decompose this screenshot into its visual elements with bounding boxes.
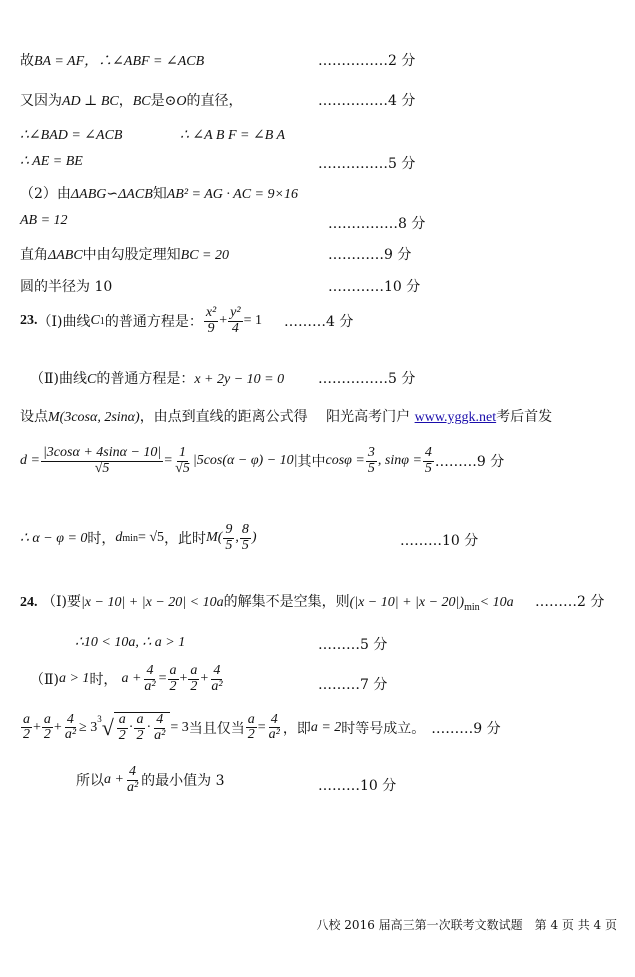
numerator: 4 [66, 711, 74, 727]
text: 设点 [20, 409, 48, 425]
line-2 [20, 90, 242, 110]
math: a = 2 [310, 719, 342, 735]
numerator: a [169, 663, 177, 678]
denominator: 5 [225, 537, 233, 553]
text: 当且仅当 [188, 720, 245, 737]
fraction [41, 446, 163, 476]
math: + [33, 719, 41, 735]
math: d [115, 530, 123, 546]
score: ………4 分 [284, 314, 354, 331]
math: M(3cosα, 2sinα) [48, 410, 140, 425]
watermark-text: 阳光高考门户 [326, 409, 411, 425]
math: (|x − 10| + |x − 20|) [349, 595, 465, 610]
fraction [173, 446, 192, 476]
denominator: a² [154, 727, 166, 743]
text: 的解集不是空集，则 [223, 594, 350, 610]
math: AD ⊥ BC [62, 94, 119, 109]
fraction [134, 713, 145, 743]
fraction [209, 664, 224, 694]
math: min [122, 532, 138, 544]
page-footer: 八校 2016 届高三第一次联考文数试题 第 4 页 共 4 页 [316, 918, 617, 932]
math: a > 1 [58, 671, 90, 687]
score: ………9 分 [431, 720, 501, 737]
score-9: …………9 分 [328, 247, 412, 263]
denominator: 5 [367, 460, 375, 476]
math: · [146, 720, 152, 736]
denominator: a² [144, 678, 156, 694]
q24-final [76, 765, 225, 795]
denominator: 2 [43, 727, 51, 743]
math: a + [104, 772, 124, 788]
math: BA = AF [34, 54, 85, 69]
text: （2）由 [20, 186, 71, 202]
text: （Ⅰ)要 [41, 594, 81, 610]
math: O [176, 94, 187, 109]
numerator: 4 [146, 663, 154, 678]
q24-part1 [20, 591, 514, 613]
numerator: a [190, 663, 198, 678]
math: , sinφ = [377, 453, 422, 469]
math: cosφ = [325, 453, 365, 469]
math: ，∴∠ABF = ∠ACB [84, 54, 205, 69]
numerator: 1 [179, 445, 186, 460]
numerator: 9 [225, 522, 233, 537]
score: ………7 分 [318, 677, 388, 693]
score-10: …………10 分 [328, 279, 421, 295]
text: 是⊙ [150, 93, 177, 109]
denominator: 2 [136, 727, 144, 743]
fraction [117, 713, 128, 743]
text: 的普通方程是： [104, 314, 203, 331]
q24-part2 [30, 664, 226, 694]
text: （Ⅱ)曲线 [30, 371, 87, 387]
math: min [464, 601, 480, 613]
sqrt-body [114, 712, 171, 743]
text: 直角 [20, 247, 48, 263]
math: = [257, 719, 266, 735]
math: AB² = AG · AC = 9×16 [166, 187, 298, 202]
score-8: ……………8 分 [328, 216, 426, 232]
q24-line2: ∴10 < 10a, ∴ a > 1 [75, 635, 186, 650]
math: C [86, 372, 97, 387]
math: ∴ α − φ = 0 [20, 530, 88, 546]
fraction [42, 713, 53, 743]
line-3b: ∴ ∠A B F = ∠B A [180, 128, 286, 143]
line-6: AB = 12 [20, 213, 68, 228]
line-3a: ∴∠BAD = ∠ACB [20, 128, 123, 143]
fraction [223, 523, 234, 553]
score: ………2 分 [535, 594, 605, 610]
text: 的直径， [186, 93, 243, 109]
numerator: |3cosα + 4sinα − 10| [42, 445, 162, 460]
math: + [200, 671, 209, 687]
math: 3 [97, 714, 102, 724]
score: ………10 分 [318, 778, 397, 794]
line-1 [20, 50, 204, 70]
numerator: a [247, 711, 255, 727]
score-5: ……………5 分 [318, 156, 416, 172]
fraction [188, 664, 199, 694]
math: ≥ 3 [79, 719, 98, 735]
fraction [125, 765, 140, 795]
text: 其中 [297, 454, 326, 471]
fraction [204, 306, 218, 336]
score-4: ……………4 分 [318, 93, 416, 109]
denominator: 4 [231, 320, 239, 336]
text: （Ⅱ) [30, 672, 59, 689]
math: · [128, 720, 134, 736]
numerator: 4 [270, 711, 278, 727]
fraction [63, 713, 78, 743]
numerator: a [43, 711, 51, 727]
text: 中由勾股定理知 [82, 247, 181, 263]
denominator: 5 [241, 537, 249, 553]
numerator: 4 [424, 445, 432, 460]
watermark-text: 考后首发 [496, 409, 553, 425]
math: C [90, 313, 100, 329]
text: 时， [87, 531, 116, 548]
text: ， [118, 93, 133, 109]
fraction [246, 713, 257, 743]
numerator: x² [205, 305, 217, 320]
text: （Ⅰ)曲线 [37, 314, 91, 331]
line-7 [20, 244, 229, 264]
math: x + 2y − 10 = 0 [194, 372, 285, 387]
score-2: ……………2 分 [318, 53, 416, 69]
denominator: 2 [118, 727, 126, 743]
numerator: 4 [213, 663, 221, 678]
fraction [168, 664, 179, 694]
text: 又因为 [20, 93, 62, 109]
text: 时等号成立。 [341, 720, 426, 737]
score: ………10 分 [400, 533, 479, 549]
watermark-link[interactable]: www.yggk.net [414, 410, 497, 425]
text: 故 [20, 53, 34, 69]
numerator: y² [230, 305, 241, 320]
denominator: √5 [175, 460, 190, 476]
q24-amgm [20, 712, 501, 743]
denominator: a² [126, 779, 139, 795]
text: ，此时 [164, 531, 207, 548]
line-4: ∴ AE = BE [20, 154, 83, 169]
text: 的普通方程是： [96, 371, 195, 387]
math: |x − 10| + |x − 20| < 10a [80, 595, 224, 610]
text: 知 [152, 186, 167, 202]
fraction [21, 713, 32, 743]
math: ) [251, 530, 257, 546]
text: ，即 [282, 720, 311, 737]
math: = 1 [243, 313, 262, 329]
numerator: 3 [367, 445, 375, 460]
math: |5cos(α − φ) − 10| [192, 453, 298, 469]
math: , [235, 530, 239, 546]
q23-min [20, 523, 257, 553]
text: 所以 [76, 773, 104, 790]
denominator: 2 [247, 727, 255, 743]
math: = √5 [137, 530, 165, 546]
denominator: 2 [169, 678, 177, 694]
score: ………9 分 [434, 454, 505, 471]
math: + [219, 313, 228, 329]
sqrt-sign: √ [101, 714, 114, 740]
fraction [152, 713, 167, 743]
fraction [366, 446, 377, 476]
math: = 3 [170, 719, 189, 735]
fraction [267, 713, 282, 743]
denominator: 9 [207, 320, 215, 336]
denominator: 5 [424, 460, 432, 476]
numerator: 4 [156, 712, 164, 727]
score: ……………5 分 [318, 371, 416, 387]
numerator: a [136, 712, 144, 727]
text: 的最小值为 3 [141, 773, 225, 790]
line-8: 圆的半径为 10 [20, 279, 113, 295]
numerator: 4 [129, 764, 137, 779]
math: + [53, 719, 62, 735]
numerator: 8 [241, 522, 249, 537]
text: ，由点到直线的距离公式得 [139, 409, 308, 425]
denominator: √5 [94, 460, 110, 476]
math: < 10a [479, 595, 514, 610]
math: = [164, 453, 173, 469]
q23-setup [20, 406, 552, 426]
denominator: 2 [190, 678, 198, 694]
q23-distance [20, 446, 504, 476]
denominator: a² [64, 727, 77, 743]
line-5 [20, 183, 298, 203]
math: BC = 20 [180, 248, 230, 263]
q23-part1 [20, 306, 353, 336]
math: M( [206, 530, 223, 546]
fraction [142, 664, 157, 694]
math: ΔABG∽ΔACB [70, 187, 153, 202]
fraction [423, 446, 434, 476]
fraction [228, 306, 242, 336]
denominator: 2 [23, 727, 30, 743]
math: a + [121, 671, 142, 687]
fraction [240, 523, 251, 553]
denominator: a² [211, 678, 223, 694]
question-number: 24. [20, 595, 38, 610]
numerator: a [118, 712, 126, 727]
math: 1 [99, 315, 105, 327]
math: BC [132, 94, 151, 109]
q23-part2 [30, 368, 284, 388]
math: + [179, 671, 188, 687]
math: d = [20, 453, 40, 469]
score: ………5 分 [318, 637, 388, 653]
math: ΔABC [48, 248, 83, 263]
math: = [158, 671, 167, 687]
numerator: a [23, 711, 30, 727]
text: 时， [89, 672, 118, 689]
denominator: a² [268, 727, 280, 743]
question-number: 23. [20, 313, 38, 329]
